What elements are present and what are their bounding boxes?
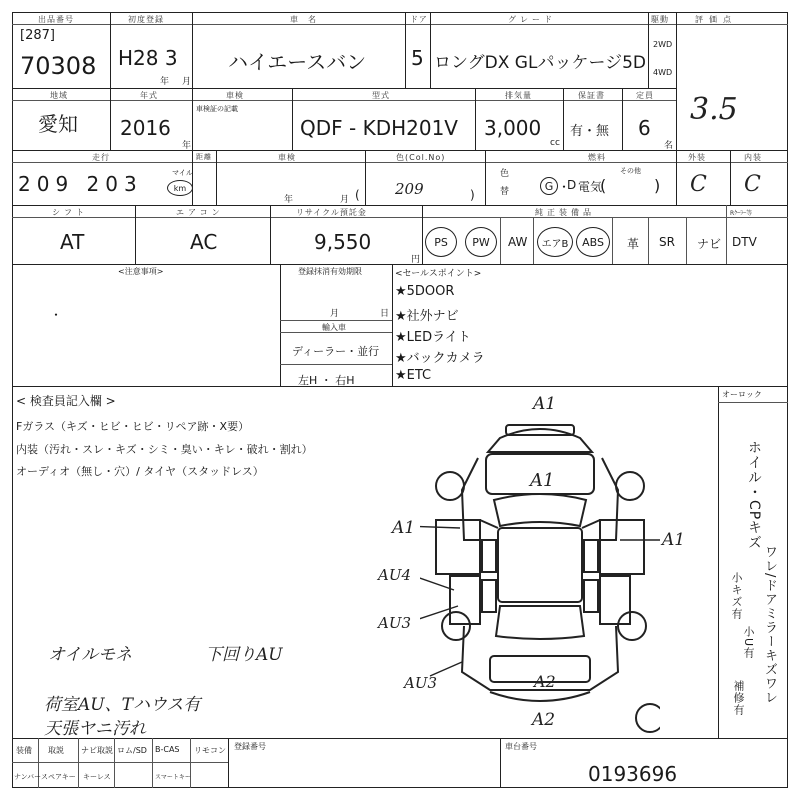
inspection-line-1: Fガラス（キズ・ヒビ・ヒビ・リペア跡・X要） (16, 420, 250, 433)
footer-mid-separator (12, 762, 228, 763)
color-change-b: 替 (500, 187, 510, 197)
outer-bottom-border (12, 787, 788, 788)
handwritten-note-2: 下回りAU (205, 645, 283, 665)
exterior-label: 外装 (688, 153, 706, 162)
first-reg-label: 初度登録 (128, 15, 164, 24)
inspection-line-2: 内装（汚れ・スレ・キズ・シミ・臭い・キレ・破れ・割れ） (16, 443, 313, 456)
chassis-label: 車台番号 (505, 742, 537, 751)
mileage-value: 209 203 (18, 172, 143, 196)
equip-abs: ABS (576, 227, 610, 257)
ac-value: AC (190, 230, 218, 254)
equip-airbag: エアB (537, 227, 573, 257)
v-foot6 (228, 738, 229, 788)
spare-tire (636, 704, 660, 732)
v-exterior-right (730, 150, 731, 205)
fuel-g-circle: G (540, 177, 558, 195)
color-open: ( (355, 188, 360, 202)
footer-col1: 装備 (16, 746, 32, 755)
v-shift-right (135, 205, 136, 264)
diagram-mark-au4: AU4 (378, 566, 412, 584)
mileage-unit-km: km (167, 180, 193, 196)
recycle-unit: 円 (411, 255, 421, 265)
wheel-front-right (616, 472, 644, 500)
type-value: QDF - KDH201V (300, 116, 458, 140)
chassis-value: 0193696 (588, 762, 678, 786)
equip-sep-2 (533, 217, 534, 264)
v-rear-left (726, 205, 727, 264)
diagram-mark-roof: A1 (530, 470, 555, 491)
side-note-2: ワレ/ドアミラーキズワレ (762, 545, 777, 705)
rear-label: Rｸｰﾗｰ等 (730, 210, 753, 217)
v-door-right (430, 12, 431, 88)
v-cc-right (563, 88, 564, 150)
outer-top-border (12, 12, 788, 13)
diagram-mark-bottom: A2 (532, 710, 556, 730)
v-warranty-right (622, 88, 623, 150)
v-type-right (475, 88, 476, 150)
exterior-value: C (690, 172, 707, 197)
sales-point-2: ★社外ナビ (395, 309, 459, 324)
row4-header-line (12, 217, 788, 218)
first-reg-unit: 年 (160, 77, 170, 87)
import-top-line (280, 320, 392, 321)
year-unit: 年 (182, 141, 192, 151)
seats-label: 定員 (636, 91, 654, 100)
year-label: 年式 (140, 91, 158, 100)
dealer-label: ディーラー・並行 (292, 345, 380, 358)
v-foot7 (500, 738, 501, 788)
fuel-label: 燃料 (588, 153, 606, 162)
warranty-value: 有・無 (570, 124, 610, 139)
v-sidenote-left (718, 386, 719, 738)
front-bumper-shape (488, 429, 592, 452)
outer-right-border (787, 12, 788, 788)
footer-col3: ナビ取説 (81, 746, 113, 755)
equip-label: 純正装備品 (535, 208, 595, 217)
sales-point-1: ★5DOOR (395, 284, 455, 299)
inspection-year: 年 (284, 195, 294, 205)
v-model-right (405, 12, 406, 88)
fuel-sep: ・ (558, 180, 571, 194)
v-firstreg-right (192, 12, 193, 88)
fuel-d: D (567, 178, 577, 192)
reg-month: 月 (330, 309, 340, 319)
mileage-digits-label: 距離 (196, 153, 212, 161)
drive-2wd: 2WD (653, 40, 673, 49)
v-drive-right (676, 12, 677, 205)
equip-sep-5 (686, 217, 687, 264)
door-label: ドア (410, 15, 428, 24)
drive-label: 駆動 (651, 15, 669, 24)
sales-point-5: ★ETC (395, 368, 432, 383)
interior-label: 内装 (744, 153, 762, 162)
caution-mark: ・ (50, 308, 63, 322)
left-side-window (482, 540, 496, 572)
inspection-label: 車検 (278, 153, 296, 162)
side-note-main: ホイル・CPキズ (746, 440, 762, 551)
inspection-month: 月 (340, 195, 350, 205)
v-grade-right (648, 12, 649, 88)
import-label: 輸入車 (322, 323, 346, 332)
footer-col4: ロム/SD (117, 746, 147, 755)
v-foot3 (114, 738, 115, 788)
footer-col3b: キーレス (83, 773, 111, 781)
mileage-unit-mile: マイル (172, 169, 193, 177)
inspection-line-3: オーディオ（無し・穴）/ タイヤ（スタッドレス） (16, 465, 264, 478)
lot-label: 出品番号 (38, 15, 74, 24)
region-label: 地域 (50, 91, 68, 100)
recycle-label: リサイクル預託金 (296, 208, 367, 217)
door-value: 5 (411, 46, 424, 70)
equip-dtv: DTV (732, 235, 757, 249)
inspection-title: < 検査員記入欄 > (16, 394, 116, 408)
equip-sr: SR (659, 235, 675, 249)
type-label: 型式 (372, 91, 390, 100)
interior-value: C (744, 172, 761, 197)
v-caution-right (280, 264, 281, 386)
footer-col5: B-CAS (155, 745, 180, 754)
v-shaken-right (292, 88, 293, 150)
equip-ps: PS (425, 227, 457, 257)
side-note-3: 小キズ有 (730, 572, 743, 620)
score-value: 3.5 (690, 92, 738, 127)
rear-bumper-shape (490, 692, 590, 701)
diagram-mark-left: A1 (392, 518, 416, 538)
equip-navi: ナビ (697, 237, 722, 251)
left-pillar-line (480, 520, 498, 528)
diagram-mark-au3-a: AU3 (378, 614, 412, 632)
caution-label: <注意事項> (118, 267, 164, 276)
seats-unit: 名 (664, 141, 674, 151)
windshield-shape (494, 494, 586, 526)
side-note-4: 小U有 (742, 626, 755, 660)
equip-pw: PW (465, 227, 497, 257)
leader-left (420, 526, 460, 528)
row1-separator (12, 88, 676, 89)
row4-separator (12, 264, 788, 265)
notes-separator (12, 386, 788, 387)
outer-left-border (12, 12, 13, 788)
diagram-mark-au3-b: AU3 (404, 674, 438, 692)
sales-label: <セールスポイント> (395, 269, 482, 279)
model-label: 車名 (290, 15, 326, 24)
right-front-door (600, 520, 644, 574)
footer-col2: 取説 (48, 746, 64, 755)
v-digits-right (216, 150, 217, 205)
color-change-a: 色 (500, 169, 510, 179)
mileage-label: 走行 (92, 153, 110, 162)
first-reg-value: H28 3 (118, 46, 178, 70)
rear-glass-shape (496, 606, 584, 639)
v-lot-right (110, 12, 111, 150)
v-foot4 (152, 738, 153, 788)
shift-value: AT (60, 230, 85, 254)
warranty-label: 保証書 (578, 91, 605, 100)
left-rear-door (450, 576, 480, 624)
seats-value: 6 (638, 116, 651, 140)
grade-label: グレード (508, 15, 556, 24)
handwritten-note-1: オイルモネ (48, 645, 133, 665)
equip-aw: AW (508, 235, 528, 249)
drive-4wd: 4WD (653, 68, 673, 77)
lot-number: 70308 (20, 52, 97, 80)
handwritten-note-3: 荷室AU、Tハウス有 (44, 695, 201, 715)
reg-day: 日 (380, 309, 390, 319)
side-note-5: 補修有 (732, 680, 745, 716)
footer-col4b: スマートキー (155, 774, 191, 781)
score-label: 評価点 (695, 15, 737, 24)
lot-sub: [287] (20, 28, 55, 43)
overlock-line (718, 402, 788, 403)
handwritten-note-4: 天張ヤニ汚れ (44, 719, 146, 739)
equip-sep-1 (500, 217, 501, 264)
handle-label: 左H ・ 右H (298, 374, 355, 387)
roof-shape (498, 528, 582, 602)
fuel-open: ( (600, 176, 607, 195)
first-reg-month: 月 (182, 77, 192, 87)
wheel-front-left (436, 472, 464, 500)
footer-col2b: スペアキー (41, 773, 76, 781)
overlock-label: オーロック (722, 390, 762, 399)
model-value: ハイエースバン (228, 50, 367, 74)
footer-col6: リモコン (194, 746, 226, 755)
v-color-right (485, 150, 486, 205)
color-close: ) (470, 188, 475, 202)
diagram-mark-right: A1 (662, 530, 686, 550)
v-reg-right (392, 264, 393, 386)
left-rear-window (482, 580, 496, 612)
shaken-note: 車検証の記載 (196, 105, 238, 113)
equip-sep-4 (648, 217, 649, 264)
reg-number-label: 登録番号 (234, 742, 266, 751)
right-rear-door (600, 576, 630, 624)
leader-au4 (420, 574, 454, 590)
shaken-label: 車検 (226, 91, 244, 100)
fuel-other: その他 (620, 167, 641, 175)
diagram-mark-rear: A2 (534, 672, 556, 691)
right-side-window (584, 540, 598, 572)
wheel-rear-left (442, 612, 470, 640)
v-recycle-right (422, 205, 423, 264)
reg-limit-label: 登録抹消有効期限 (298, 267, 362, 276)
equip-sep-3 (612, 217, 613, 264)
fuel-electric: 電気 (578, 180, 603, 194)
year-value: 2016 (120, 116, 171, 140)
right-front-fender (600, 458, 618, 540)
equip-leather: 革 (627, 237, 640, 251)
leader-au3a (420, 606, 458, 622)
right-pillar-line (582, 520, 600, 528)
v-year-right (192, 88, 193, 150)
wheel-rear-right (618, 612, 646, 640)
fuel-close: ) (654, 176, 661, 195)
row2-header-line (12, 100, 676, 101)
cc-unit: cc (550, 138, 560, 148)
cc-label: 排気量 (505, 91, 532, 100)
cc-value: 3,000 (484, 116, 542, 140)
region-value: 愛知 (38, 112, 78, 136)
left-front-fender (462, 458, 480, 540)
grade-value: ロングDX GLパッケージ5D (434, 53, 647, 73)
sales-point-3: ★LEDライト (395, 330, 471, 345)
right-rear-window (584, 580, 598, 612)
v-inspect-right (365, 150, 366, 205)
v-foot2 (78, 738, 79, 788)
handle-top-line (280, 364, 392, 365)
row3-separator (12, 205, 788, 206)
v-ac-right (270, 205, 271, 264)
diagram-mark-top: A1 (533, 394, 557, 414)
shift-label: シフト (52, 208, 88, 217)
sales-point-4: ★バックカメラ (395, 351, 485, 366)
recycle-value: 9,550 (314, 230, 372, 254)
color-label: 色(Col.No) (396, 153, 446, 162)
color-value: 209 (395, 180, 424, 198)
footer-col1b: ナンバー (14, 773, 42, 781)
ac-label: エアコン (176, 208, 224, 217)
